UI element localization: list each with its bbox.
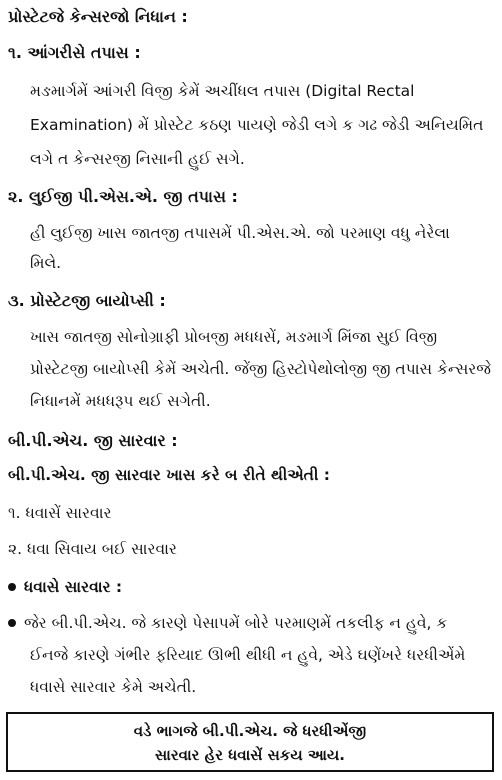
bullet-1-text: ધવાસે સારવાર : [24, 578, 123, 596]
treatment-subheading: બી.પી.એચ. જી સારવાર ખાસ કરે બ રીતે થીએતી : [8, 466, 330, 484]
callout-box [6, 712, 494, 772]
section-heading-2: ૨. લુઈજી પી.એસ.એ. જી તપાસ : [8, 187, 238, 206]
bullet-item-2 [8, 612, 447, 634]
treatment-item-2: ૨. ધવા સિવાય બઈ સારવાર [8, 540, 177, 558]
bullet-dot-icon [8, 619, 16, 627]
callout-line-1: વડે ભાગજે બી.પી.એચ. જે ધરધીએંજી [133, 722, 367, 740]
page-title: પ્રોસ્ટેટજે કેન્સરજો નિધાન : [8, 7, 188, 26]
section-2-line-2: મિલે. [30, 254, 62, 272]
bullet-item-1 [8, 576, 122, 598]
section-3-line-2: પ્રોસ્ટેટજી બાયોપ્સી કેમેં અચેતી. જેંજી હિસ્ટોપેથોલોજી જી તપાસ કેન્સરજે [30, 360, 491, 378]
treatment-heading: બી.પી.એચ. જી સારવાર : [8, 431, 178, 450]
bullet-dot-icon [8, 583, 16, 591]
section-3-line-1: ખાસ જાતજી સોનોગ્રાફી પ્રોબજી મધધસેં, મઙમાર્ગ મિંજા સુઈ વિજી [30, 328, 438, 346]
section-heading-3: ૩. પ્રોસ્ટેટજી બાયોપ્સી : [8, 291, 166, 310]
section-heading-1: ૧. આંગરીસે તપાસ : [8, 43, 141, 62]
section-2-line-1: હી લુઈજી ખાસ જાતજી તપાસમેં પી.એસ.એ. જો પરમાણ વધુ નેરેલા [30, 224, 450, 242]
treatment-item-1: ૧. ધવાસેં સારવાર [8, 504, 112, 522]
section-3-line-3: નિધાનમેં મધધરૂપ થઈ સગેતી. [30, 392, 211, 410]
bullet-2-line-3: ધવાસે સારવાર કેમે અચેતી. [30, 678, 197, 696]
section-1-line-1: મઙમાર્ગમેં આંગરી વિજી કેમેં અચીંધલ તપાસ (Digital Rectal [30, 82, 415, 100]
section-1-line-2: Examination) મેં પ્રોસ્ટેટ કઠણ પાયણે જેડી લગે ક ગઢ જેડી અનિયમિત [30, 116, 484, 134]
section-1-line-3: લગે ત કેન્સરજી નિસાની હુઈ સગે. [30, 150, 245, 168]
bullet-2-line-2: ઈનજે કારણે ગંભીર ફરિયાદ ઊભી થીધી ન હુવે, એડે ઘણેંખરે ધરધીએંમે [30, 646, 466, 664]
bullet-2-line-1: જેર બી.પી.એચ. જે કારણે પેસાપમેં બોરે પરમાણમેં તકલીફ ન હુવે, ક [24, 614, 448, 632]
callout-line-2: સારવાર હેર ધવાસેં સકય આય. [155, 746, 345, 764]
